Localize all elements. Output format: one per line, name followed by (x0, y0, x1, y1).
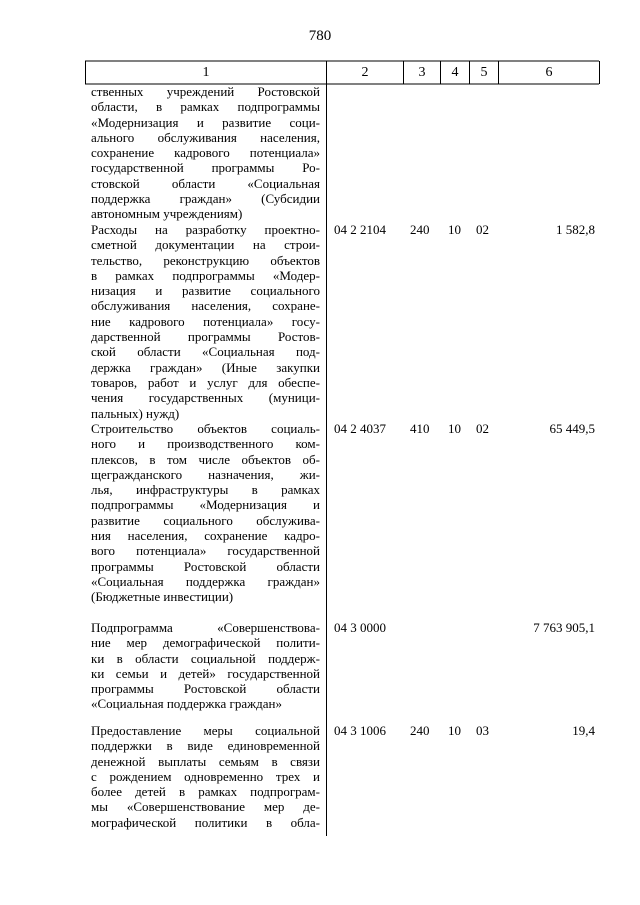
table-row-description: Строительство объектов социаль- ного и производственного ком- плексов, в том числе объектов об- щегражданского назначения, жи- лья, инфраструктуры в рамках подпрограммы «Модернизация и развитие социального обслужива- ния населения, сохранение кадро- вого потенциала» государственной программы Ростовской области «Социальная поддержка граждан» (Бюджетные инвестиции) (91, 421, 320, 605)
header-col-1: 1 (202, 65, 210, 80)
row-sum: 65 449,5 (549, 421, 595, 436)
table-row-description: Предоставление меры социальной поддержки в виде единовременной денежной выплаты семьям в связи с рождением одновременно трех и более детей в рамках подпрограм- мы «Совершенствование мер де- мографической политики в обла- (91, 723, 320, 830)
row-sum: 7 763 905,1 (533, 620, 595, 635)
row-code: 04 3 1006 (334, 723, 386, 738)
row-vr: 410 (410, 421, 430, 436)
table-row-description: Расходы на разработку проектно- сметной документации на строи- тельство, реконструкцию объектов в рамках подпрограммы «Модер- низация и развитие социального обслуживания населения, сохране- ние кадрового потенциала» госу- дарственной программы Ростов- ской области «Социальная под- держка граждан» (Иные закупки товаров, работ и услуг для обеспе- чения государственных (муници- пальных) нужд) (91, 222, 320, 421)
row-rz: 10 (448, 222, 461, 237)
row-rz: 10 (448, 723, 461, 738)
header-col-5: 5 (480, 65, 488, 80)
table-row-description: ственных учреждений Ростовской области, в рамках подпрограммы «Модернизация и развитие соци- ального обслуживания населения, сохранение кадрового потенциала» государственной программы Ро- стовской области «Социальная поддержка граждан» (Субсидии автономным учреждениям) (91, 84, 320, 222)
page-number: 780 (308, 28, 332, 44)
header-col-4: 4 (451, 65, 459, 80)
header-col-6: 6 (545, 65, 553, 80)
header-col-3: 3 (418, 65, 426, 80)
row-rz: 10 (448, 421, 461, 436)
row-code: 04 2 2104 (334, 222, 386, 237)
header-col-2: 2 (361, 65, 369, 80)
table-row-description: Подпрограмма «Совершенствова- ние мер демографической полити- ки в области социальной поддерж- ки семьи и детей» государственной программы Ростовской области «Социальная поддержка граждан» (91, 620, 320, 712)
row-code: 04 2 4037 (334, 421, 386, 436)
row-code: 04 3 0000 (334, 620, 386, 635)
row-pr: 03 (476, 723, 489, 738)
row-pr: 02 (476, 222, 489, 237)
row-vr: 240 (410, 222, 430, 237)
row-pr: 02 (476, 421, 489, 436)
row-sum: 1 582,8 (556, 222, 595, 237)
row-sum: 19,4 (572, 723, 595, 738)
row-vr: 240 (410, 723, 430, 738)
